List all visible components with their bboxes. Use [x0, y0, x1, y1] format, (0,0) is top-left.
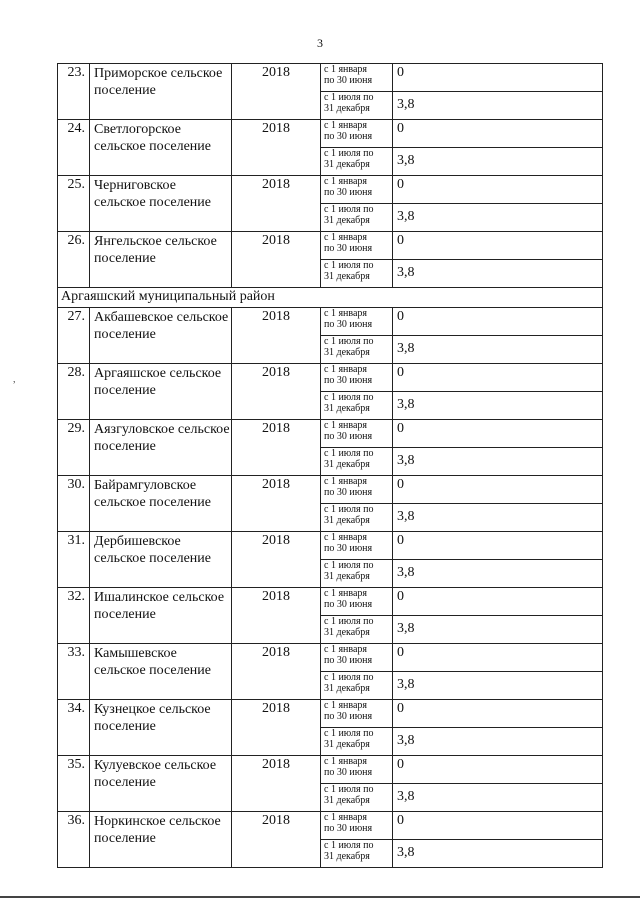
rate-first-half: 0 [393, 64, 603, 92]
row-number: 24. [58, 120, 90, 176]
year-cell: 2018 [232, 232, 321, 288]
period-line: с 1 июля по [324, 784, 374, 795]
rate-first-half: 0 [393, 364, 603, 392]
period-line: по 30 июня [324, 319, 373, 330]
period-line: 31 декабря [324, 103, 370, 114]
year-cell: 2018 [232, 420, 321, 476]
period-line: по 30 июня [324, 655, 373, 666]
table-body-after [58, 308, 603, 868]
scan-mark: , [13, 374, 16, 385]
period-line: 31 декабря [324, 739, 370, 750]
period-line: по 30 июня [324, 711, 373, 722]
period-line: с 1 января [324, 476, 368, 487]
period-line: 31 декабря [324, 459, 370, 470]
rate-first-half: 0 [393, 756, 603, 784]
rate-first-half: 0 [393, 420, 603, 448]
rate-first-half: 0 [393, 700, 603, 728]
period-line: по 30 июня [324, 375, 373, 386]
period-line: с 1 января [324, 120, 368, 131]
rate-second-half: 3,8 [393, 784, 603, 812]
period-first-half [321, 176, 393, 204]
rate-second-half: 3,8 [393, 728, 603, 756]
row-number: 27. [58, 308, 90, 364]
row-number: 33. [58, 644, 90, 700]
rate-second-half: 3,8 [393, 148, 603, 176]
rate-second-half: 3,8 [393, 392, 603, 420]
period-second-half [321, 92, 393, 120]
row-number: 23. [58, 64, 90, 120]
period-second-half [321, 204, 393, 232]
settlement-name: Кулуевское сельское поселение [90, 756, 232, 812]
period-first-half [321, 700, 393, 728]
period-second-half [321, 448, 393, 476]
page-bottom-rule [0, 896, 640, 898]
period-first-half [321, 588, 393, 616]
rate-second-half: 3,8 [393, 448, 603, 476]
period-line: 31 декабря [324, 347, 370, 358]
table-row [58, 812, 603, 840]
rate-first-half: 0 [393, 644, 603, 672]
year-cell: 2018 [232, 644, 321, 700]
period-line: с 1 января [324, 364, 368, 375]
year-cell: 2018 [232, 64, 321, 120]
period-second-half [321, 784, 393, 812]
period-line: с 1 июля по [324, 204, 374, 215]
rate-first-half: 0 [393, 232, 603, 260]
period-second-half [321, 336, 393, 364]
year-cell: 2018 [232, 812, 321, 868]
period-line: с 1 июля по [324, 260, 374, 271]
settlement-name: Камышевское сельское поселение [90, 644, 232, 700]
period-line: по 30 июня [324, 823, 373, 834]
year-cell: 2018 [232, 476, 321, 532]
period-second-half [321, 260, 393, 288]
settlement-name: Светлогорское сельское поселение [90, 120, 232, 176]
period-first-half [321, 756, 393, 784]
period-first-half [321, 420, 393, 448]
rate-first-half: 0 [393, 588, 603, 616]
table-row [58, 308, 603, 336]
table-row [58, 120, 603, 148]
period-line: с 1 июля по [324, 392, 374, 403]
period-line: 31 декабря [324, 159, 370, 170]
period-line: с 1 января [324, 644, 368, 655]
period-second-half [321, 560, 393, 588]
period-second-half [321, 504, 393, 532]
period-line: с 1 июля по [324, 92, 374, 103]
period-line: 31 декабря [324, 271, 370, 282]
table-row [58, 364, 603, 392]
period-first-half [321, 120, 393, 148]
period-line: с 1 июля по [324, 672, 374, 683]
section-group [58, 288, 603, 308]
table-row [58, 700, 603, 728]
period-first-half [321, 476, 393, 504]
period-line: с 1 января [324, 812, 368, 823]
period-line: с 1 июля по [324, 336, 374, 347]
period-second-half [321, 616, 393, 644]
table-row [58, 644, 603, 672]
period-second-half [321, 392, 393, 420]
period-first-half [321, 308, 393, 336]
rate-first-half: 0 [393, 308, 603, 336]
year-cell: 2018 [232, 308, 321, 364]
table-body-before [58, 64, 603, 288]
table-row [58, 756, 603, 784]
period-line: по 30 июня [324, 243, 373, 254]
rate-first-half: 0 [393, 812, 603, 840]
section-row [58, 288, 603, 308]
year-cell: 2018 [232, 120, 321, 176]
settlement-name: Акбашевское сельское поселение [90, 308, 232, 364]
period-line: по 30 июня [324, 543, 373, 554]
period-second-half [321, 840, 393, 868]
table-row [58, 64, 603, 92]
period-line: 31 декабря [324, 627, 370, 638]
rate-first-half: 0 [393, 120, 603, 148]
rate-second-half: 3,8 [393, 560, 603, 588]
rate-second-half: 3,8 [393, 260, 603, 288]
settlement-name: Байрамгуловское сельское поселение [90, 476, 232, 532]
period-second-half [321, 728, 393, 756]
period-line: с 1 января [324, 700, 368, 711]
rate-second-half: 3,8 [393, 840, 603, 868]
period-first-half [321, 64, 393, 92]
settlement-name: Аязгуловское сельское поселение [90, 420, 232, 476]
period-line: с 1 января [324, 232, 368, 243]
period-line: 31 декабря [324, 683, 370, 694]
period-line: с 1 июля по [324, 728, 374, 739]
settlement-name: Аргаяшское сельское поселение [90, 364, 232, 420]
period-line: по 30 июня [324, 599, 373, 610]
row-number: 34. [58, 700, 90, 756]
table-row [58, 476, 603, 504]
year-cell: 2018 [232, 364, 321, 420]
period-second-half [321, 148, 393, 176]
row-number: 25. [58, 176, 90, 232]
row-number: 28. [58, 364, 90, 420]
period-line: с 1 июля по [324, 448, 374, 459]
tax-rate-table [57, 63, 603, 868]
period-second-half [321, 672, 393, 700]
period-line: по 30 июня [324, 131, 373, 142]
period-line: 31 декабря [324, 515, 370, 526]
period-line: с 1 июля по [324, 840, 374, 851]
period-line: с 1 января [324, 756, 368, 767]
row-number: 26. [58, 232, 90, 288]
row-number: 32. [58, 588, 90, 644]
period-line: 31 декабря [324, 571, 370, 582]
row-number: 31. [58, 532, 90, 588]
settlement-name: Черниговское сельское поселение [90, 176, 232, 232]
settlement-name: Кузнецкое сельское поселение [90, 700, 232, 756]
period-line: 31 декабря [324, 215, 370, 226]
period-line: с 1 января [324, 532, 368, 543]
rate-second-half: 3,8 [393, 92, 603, 120]
year-cell: 2018 [232, 588, 321, 644]
period-first-half [321, 532, 393, 560]
settlement-name: Приморское сельское поселение [90, 64, 232, 120]
table-row [58, 176, 603, 204]
year-cell: 2018 [232, 532, 321, 588]
period-line: по 30 июня [324, 75, 373, 86]
year-cell: 2018 [232, 756, 321, 812]
section-header: Аргаяшский муниципальный район [58, 288, 603, 308]
row-number: 36. [58, 812, 90, 868]
period-line: с 1 января [324, 588, 368, 599]
year-cell: 2018 [232, 176, 321, 232]
period-line: с 1 января [324, 420, 368, 431]
settlement-name: Дербишевское сельское поселение [90, 532, 232, 588]
rate-first-half: 0 [393, 532, 603, 560]
year-cell: 2018 [232, 700, 321, 756]
period-line: по 30 июня [324, 487, 373, 498]
period-first-half [321, 364, 393, 392]
period-line: с 1 июля по [324, 148, 374, 159]
table-row [58, 588, 603, 616]
period-line: с 1 июля по [324, 560, 374, 571]
settlement-name: Норкинское сельское поселение [90, 812, 232, 868]
row-number: 29. [58, 420, 90, 476]
period-line: с 1 июля по [324, 504, 374, 515]
table-row [58, 532, 603, 560]
rate-first-half: 0 [393, 476, 603, 504]
rate-first-half: 0 [393, 176, 603, 204]
period-line: с 1 января [324, 64, 368, 75]
period-line: 31 декабря [324, 403, 370, 414]
row-number: 30. [58, 476, 90, 532]
period-line: 31 декабря [324, 795, 370, 806]
period-line: по 30 июня [324, 767, 373, 778]
period-line: по 30 июня [324, 431, 373, 442]
rate-second-half: 3,8 [393, 616, 603, 644]
period-line: с 1 июля по [324, 616, 374, 627]
period-line: 31 декабря [324, 851, 370, 862]
period-first-half [321, 644, 393, 672]
settlement-name: Ишалинское сельское поселение [90, 588, 232, 644]
rate-second-half: 3,8 [393, 672, 603, 700]
rate-second-half: 3,8 [393, 336, 603, 364]
rate-second-half: 3,8 [393, 204, 603, 232]
period-first-half [321, 232, 393, 260]
period-line: с 1 января [324, 176, 368, 187]
settlement-name: Янгельское сельское поселение [90, 232, 232, 288]
period-first-half [321, 812, 393, 840]
table-row [58, 232, 603, 260]
period-line: с 1 января [324, 308, 368, 319]
row-number: 35. [58, 756, 90, 812]
period-line: по 30 июня [324, 187, 373, 198]
table-row [58, 420, 603, 448]
rate-second-half: 3,8 [393, 504, 603, 532]
page-number: 3 [317, 36, 323, 50]
